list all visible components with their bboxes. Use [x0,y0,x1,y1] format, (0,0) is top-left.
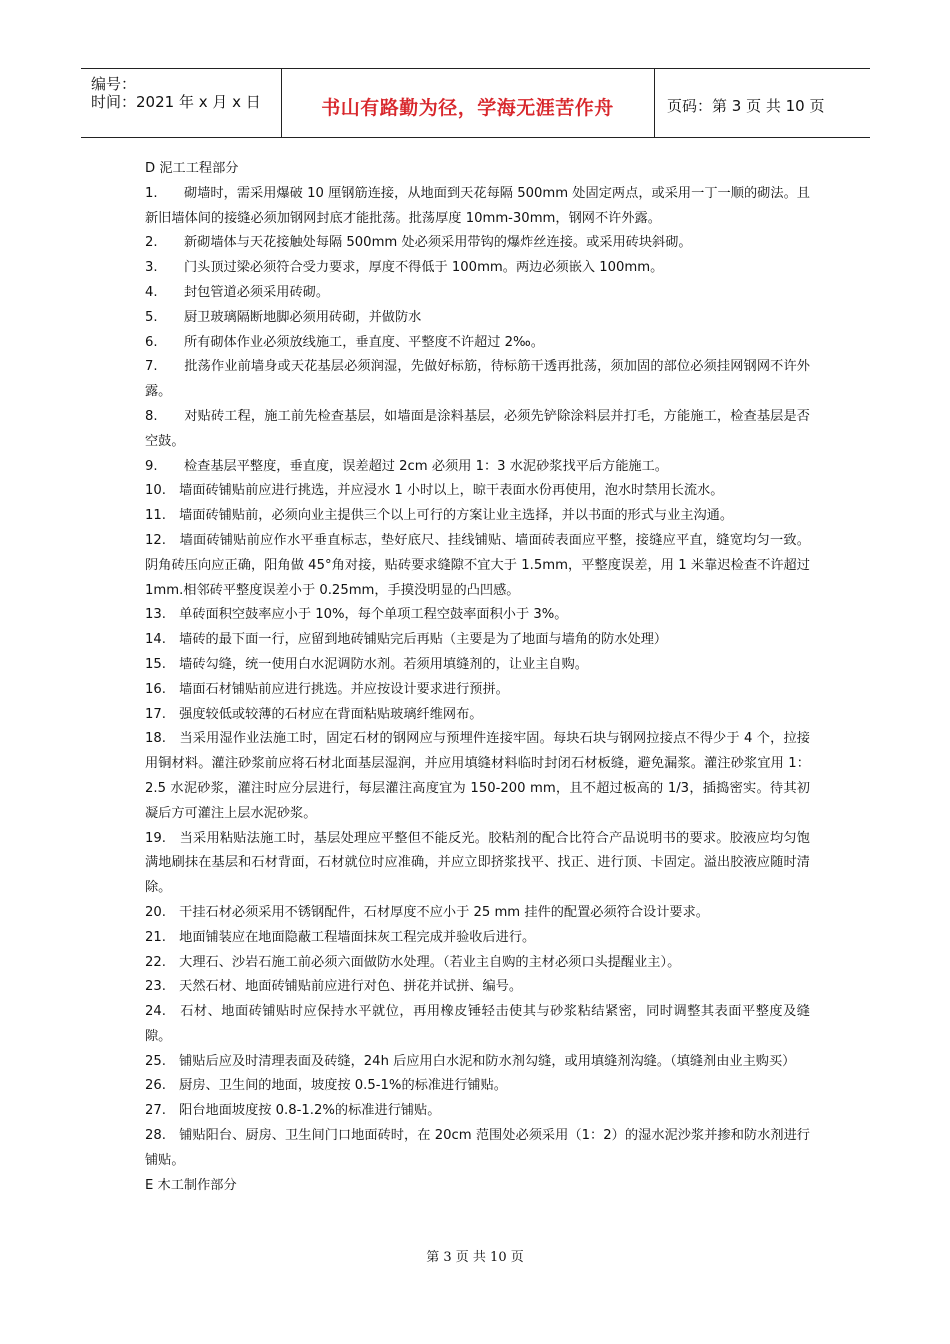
motto: 书山有路勤为径，学海无涯苦作舟 [321,97,614,119]
list-item: 9. 检查基层平整度，垂直度，误差超过 2cm 必须用 1：3 水泥砂浆找平后方能施工。 [145,458,668,474]
list-item: 10. 墙面砖铺贴前应进行挑选，并应浸水 1 小时以上，晾干表面水份再使用，泡水时禁用长流水。 [145,483,724,499]
list-item: 28. 铺贴阳台、厨房、卫生间门口地面砖时，在 20cm 范围处必须采用（1：2）的湿水泥沙浆并掺和防水剂进行铺贴。 [145,1128,810,1168]
header-motto-cell [281,69,655,137]
list-item: 24. 石材、地面砖铺贴时应保持水平就位，再用橡皮锤轻击使其与砂浆粘结紧密，同时调整其表面平整度及缝隙。 [145,1004,810,1044]
list-item: 15. 墙砖勾缝，统一使用白水泥调防水剂。若须用填缝剂的，让业主自购。 [145,656,588,672]
list-item: 3. 门头顶过梁必须符合受力要求，厚度不得低于 100mm。两边必须嵌入 100mm。 [145,260,664,276]
list-item: 26. 厨房、卫生间的地面，坡度按 0.5-1%的标准进行铺贴。 [145,1078,507,1094]
list-item: 20. 干挂石材必须采用不锈钢配件，石材厚度不应小于 25 mm 挂件的配置必须符合设计要求。 [145,904,709,920]
list-item: 2. 新砌墙体与天花接触处每隔 500mm 处必须采用带钩的爆炸丝连接。或采用砖块斜砌。 [145,235,692,251]
header-page-cell [655,69,870,137]
list-item: 16. 墙面石材铺贴前应进行挑选。并应按设计要求进行预拼。 [145,681,509,697]
list-item: 1. 砌墙时，需采用爆破 10 厘钢筋连接，从地面到天花每隔 500mm 处固定两点，或采用一丁一顺的砌法。且新旧墙体间的接缝必须加钢网封底才能批荡。批荡厚度 10mm-30mm，钢网不许外露。 [145,185,810,226]
list-item: 13. 单砖面积空鼓率应小于 10%，每个单项工程空鼓率面积小于 3%。 [145,607,568,623]
list-item: 14. 墙砖的最下面一行，应留到地砖铺贴完后再贴（主要是为了地面与墙角的防水处理） [145,632,668,648]
list-item: 17. 强度较低或较薄的石材应在背面粘贴玻璃纤维网布。 [145,706,483,722]
list-item: 8. 对贴砖工程，施工前先检查基层，如墙面是涂料基层，必须先铲除涂料层并打毛，方能施工，检查基层是否空鼓。 [145,408,810,449]
list-item: 25. 铺贴后应及时清理表面及砖缝，24h 后应用白水泥和防水剂勾缝，或用填缝剂沟缝。（填缝剂由业主购买） [145,1053,796,1069]
list-item: 19. 当采用粘贴法施工时，基层处理应平整但不能反光。胶粘剂的配合比符合产品说明书的要求。胶液应均匀饱满地刷抹在基层和石材背面，石材就位时应准确，并应立即挤浆找平、找正、进行顶、卡固定。溢出胶液应随时清除。 [145,830,810,896]
list-item: 5. 厨卫玻璃隔断地脚必须用砖砌，并做防水 [145,309,422,325]
list-item: 18. 当采用湿作业法施工时，固定石材的钢网应与预埋件连接牢固。每块石块与钢网拉接点不得少于 4 个，拉接用铜材料。灌注砂浆前应将石材北面基层湿润，并应用填缝材料临时封闭石材板缝，避免漏浆。灌注砂浆宜用 1：2.5 水泥砂浆，灌注时应分层进行，每层灌注高度宜为 150-200 mm，且不超过板高的 1/3，插捣密实。待其初凝后方可灌注上层水泥砂浆。 [145,731,810,821]
list-item: 4. 封包管道必须采用砖砌。 [145,284,330,300]
list-item: 27. 阳台地面坡度按 0.8-1.2%的标准进行铺贴。 [145,1103,441,1119]
list-item: 22. 大理石、沙岩石施工前必须六面做防水处理。（若业主自购的主材必须口头提醒业主）。 [145,954,681,970]
section-title-e: E 木工制作部分 [145,1177,237,1193]
list-item: 21. 地面铺装应在地面隐蔽工程墙面抹灰工程完成并验收后进行。 [145,929,536,945]
list-item: 7. 批荡作业前墙身或天花基层必须润湿，先做好标筋，待标筋干透再批荡，须加固的部位必须挂网钢网不许外露。 [145,359,810,400]
document-body [145,157,810,1198]
section-title-d: D 泥工工程部分 [145,161,239,176]
header-page-number: 页码：第 3 页 共 10 页 [667,97,825,115]
list-item: 23. 天然石材、地面砖铺贴前应进行对色、拼花并试拼、编号。 [145,979,523,995]
time-label: 时间：2021 年 x 月 x 日 [91,93,261,111]
list-item: 6. 所有砌体作业必须放线施工，垂直度、平整度不许超过 2‰。 [145,334,544,350]
list-item: 11. 墙面砖铺贴前，必须向业主提供三个以上可行的方案让业主选择，并以书面的形式与业主沟通。 [145,508,734,524]
number-label: 编号： [91,75,137,93]
page-footer: 第 3 页 共 10 页 [426,1250,524,1265]
list-item: 12. 墙面砖铺贴前应作水平垂直标志，垫好底尺、挂线铺贴、墙面砖表面应平整，接缝应平直，缝宽均匀一致。阴角砖压向应正确，阳角做 45°角对接，贴砖要求缝隙不宜大于 1.5mm，平整度误差，用 1 米靠迟检查不许超过 1mm.相邻砖平整度误差小于 0.25mm，手摸没明显的凸凹感。 [145,532,810,598]
page-header [81,68,870,138]
header-meta-cell [81,69,282,137]
